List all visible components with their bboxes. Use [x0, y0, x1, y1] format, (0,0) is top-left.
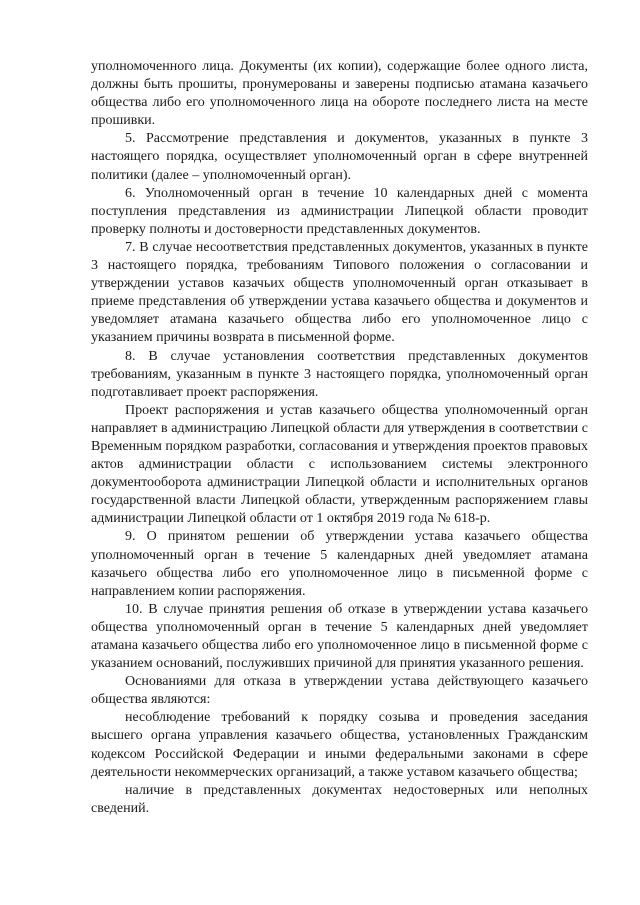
paragraph-ground-procedure: несоблюдение требований к порядку созыва и проведения заседания высшего органа управления казачьего общества, установленных Гражданским кодексом Российской Федерации и иными федеральными законами в сфере деятельности некоммерческих организаций, а также уставом казачьего общества; — [91, 710, 588, 780]
paragraph-draft-order: Проект распоряжения и устав казачьего общества уполномоченный орган направляет в администрацию Липецкой области для утверждения в соответствии с Временным порядком разработки, согласования и утверждения проектов правовых актов администрации области с использованием системы электронного документооборота администрации Липецкой области и исполнительных органов государственной власти Липецкой области, утвержденным распоряжением главы администрации Липецкой области от 1 октября 2019 года № 618-р. — [91, 402, 588, 527]
paragraph-item-6: 6. Уполномоченный орган в течение 10 календарных дней с момента поступления представления из администрации Липецкой области проводит проверку полноты и достоверности представленных документов. — [91, 185, 588, 237]
paragraph-item-7: 7. В случае несоответствия представленных документов, указанных в пункте 3 настоящего порядка, требованиям Типового положения о согласовании и утверждении уставов казачьих обществ уполномоченный орган отказывает в приеме представления об утверждении устава казачьего общества и документов и уведомляет атамана казачьего общества либо его уполномоченное лицо с указанием причины возврата в письменной форме. — [91, 239, 588, 346]
paragraph-continuation: уполномоченного лица. Документы (их копии), содержащие более одного листа, должны быть прошиты, пронумерованы и заверены подписью атамана казачьего общества либо его уполномоченного лица на обороте последнего листа на месте прошивки. — [91, 59, 588, 129]
paragraph-refusal-grounds: Основаниями для отказа в утверждении устава действующего казачьего общества являются: — [91, 674, 588, 708]
paragraph-item-9: 9. О принятом решении об утверждении устава казачьего общества уполномоченный орган в течение 5 календарных дней уведомляет атамана казачьего общества либо его уполномоченное лицо в письменной форме с направлением копии распоряжения. — [91, 529, 588, 599]
document-body — [91, 58, 588, 818]
paragraph-item-10: 10. В случае принятия решения об отказе в утверждении устава казачьего общества уполномоченный орган в течение 5 календарных дней уведомляет атамана казачьего общества либо его уполномоченное лицо в письменной форме с указанием оснований, послуживших причиной для принятия указанного решения. — [91, 601, 588, 672]
paragraph-item-8: 8. В случае установления соответствия представленных документов требованиям, указанным в пункте 3 настоящего порядка, уполномоченный орган подготавливает проект распоряжения. — [91, 348, 588, 400]
paragraph-item-5: 5. Рассмотрение представления и документов, указанных в пункте 3 настоящего порядка, осуществляет уполномоченный орган в сфере внутренней политики (далее – уполномоченный орган). — [91, 131, 588, 183]
paragraph-ground-invalid-data: наличие в представленных документах недостоверных или неполных сведений. — [91, 782, 588, 816]
